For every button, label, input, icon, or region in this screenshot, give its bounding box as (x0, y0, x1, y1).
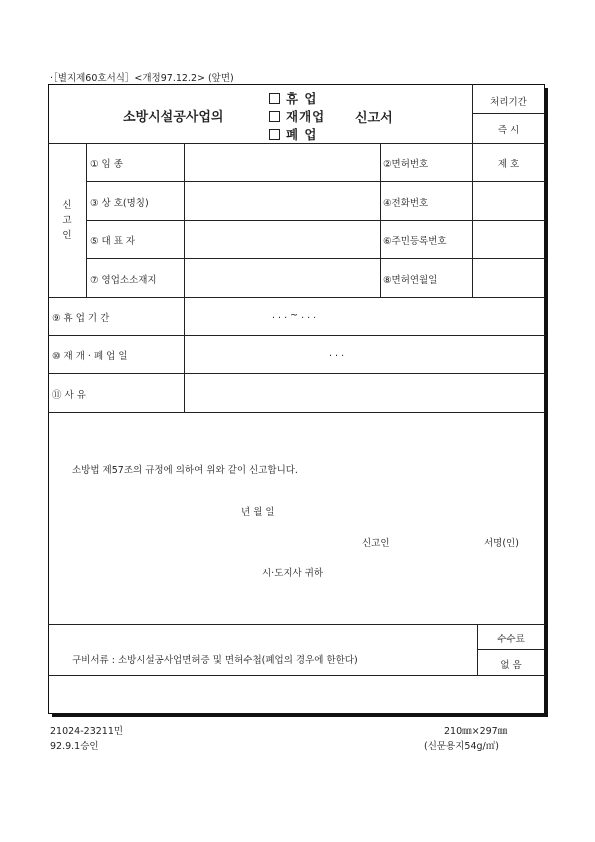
business-type-field[interactable] (185, 144, 379, 180)
representative-label: ⑤ 대 표 자 (90, 236, 136, 247)
reopen-close-date-label: ⑩ 재 개 · 폐 업 일 (52, 351, 128, 362)
footer-approval-date: 92.9.1승인 (50, 741, 99, 752)
footer-paper-type: (신문용지54g/㎡) (424, 741, 499, 752)
suspend-checkbox[interactable] (269, 93, 280, 104)
addressee: 시·도지사 귀하 (262, 568, 324, 579)
phone-label: ④전화번호 (383, 198, 429, 209)
license-date-label: ⑧면허연월일 (383, 275, 438, 286)
option-close-label: 폐 업 (286, 127, 318, 142)
form-shadow-right (545, 88, 548, 717)
option-suspend-label: 휴 업 (286, 91, 318, 106)
applicant-group-label: 신 고 인 (62, 200, 72, 241)
reopen-checkbox[interactable] (269, 111, 280, 122)
required-documents: 구비서류 : 소방시설공사업면허증 및 면허수첩(폐업의 경우에 한한다) (72, 655, 358, 666)
option-reopen-label: 재개업 (286, 109, 326, 124)
close-checkbox[interactable] (269, 129, 280, 140)
reporter-name-field[interactable] (400, 528, 480, 548)
license-number-label: ②면허번호 (383, 159, 429, 170)
office-address-label: ⑦ 영업소소재지 (90, 275, 157, 286)
company-name-label: ③ 상 호(명칭) (90, 198, 149, 209)
reopen-close-date-field[interactable]: . . . (329, 348, 345, 359)
reporter-label: 신고인 (362, 538, 390, 549)
office-address-field[interactable] (185, 259, 379, 296)
suspension-period-field[interactable]: . . . ~ . . . (272, 310, 317, 321)
option-close[interactable] (269, 125, 318, 143)
fee-value: 없 음 (500, 660, 522, 671)
form-title-suffix: 신고서 (355, 111, 393, 126)
declaration-statement: 소방법 제57조의 규정에 의하여 위와 같이 신고합니다. (72, 465, 298, 476)
footer-paper-size: 210㎜×297㎜ (444, 726, 508, 737)
footer-approval-number: 21024-23211민 (50, 726, 124, 737)
suspension-period-label: ⑨ 휴 업 기 간 (52, 313, 110, 324)
form-shadow-bottom (52, 714, 548, 717)
reason-label: ⑪ 사 유 (52, 390, 86, 401)
form-title-main: 소방시설공사업의 (123, 110, 224, 125)
fee-label: 수수료 (497, 634, 525, 645)
form-header: ·［별지제60호서식］<개정97.12.2> (앞면) (50, 73, 234, 84)
business-type-label: ① 임 종 (90, 159, 123, 170)
company-name-field[interactable] (185, 182, 379, 219)
option-suspend[interactable] (269, 89, 318, 107)
resident-number-label: ⑥주민등록번호 (383, 236, 447, 247)
processing-value: 즉 시 (497, 125, 520, 136)
resident-number-field[interactable] (473, 221, 544, 257)
declaration-date: 년 월 일 (241, 507, 275, 518)
license-date-field[interactable] (473, 259, 544, 296)
reason-field[interactable] (185, 374, 544, 411)
representative-field[interactable] (185, 221, 379, 257)
phone-field[interactable] (473, 182, 544, 219)
license-number-field[interactable]: 제 호 (497, 159, 520, 170)
signature-label: 서명(인) (484, 538, 519, 549)
option-reopen[interactable] (269, 107, 325, 125)
processing-label: 처리기간 (490, 97, 527, 108)
